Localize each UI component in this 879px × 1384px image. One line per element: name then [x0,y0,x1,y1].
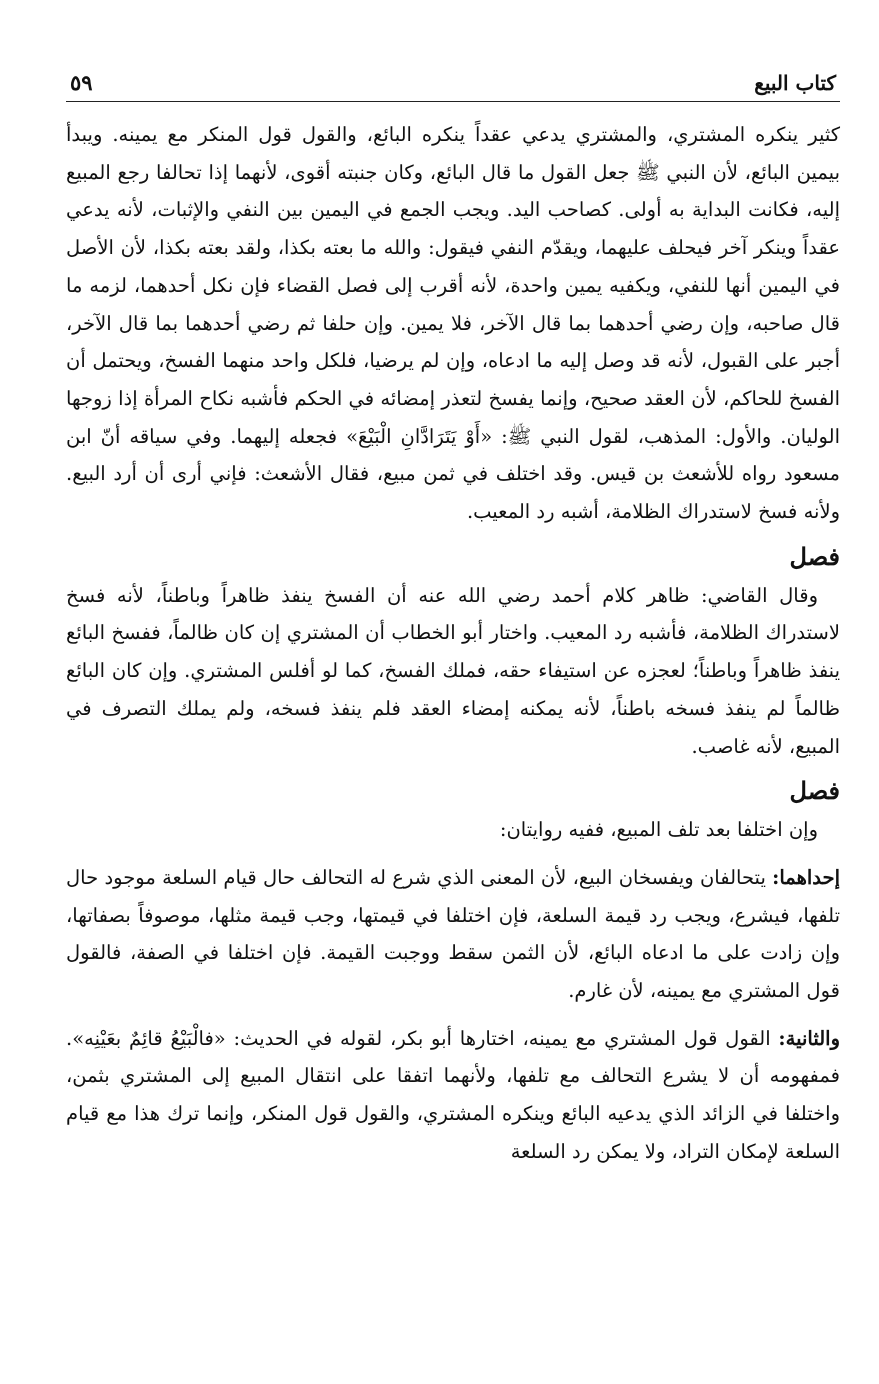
paragraph-after-loss-intro: وإن اختلفا بعد تلف المبيع، ففيه روايتان: [499,818,818,842]
second-narration-label: والثانية: [778,1026,840,1050]
section-heading-fasl-1: فصل [789,541,840,571]
page-number: ٥٩ [70,70,93,95]
second-narration-text: القول قول المشتري مع يمينه، اختارها أبو بكر، لقوله في الحديث: «فالْبَيْعُ قائِمٌ بعَيْنِه». فمفهومه أن لا يشرع التحالف مع تلفها، ولأنهما اتفقا على انتقال المبيع إلى المشتري بثمن، واختلفا في الزائد الذي يدعيه البائع وينكره المشتري، والقول قول المنكر، وإنما ترك هذا مع قيام السلعة لإمكان التراد، ولا يمكن رد السلعة [66,1026,840,1163]
paragraph-second-narration [66,1020,840,1171]
first-narration-text: يتحالفان ويفسخان البيع، لأن المعنى الذي شرع له التحالف حال قيام السلعة موجود حال تلفها، فيشرع، ويجب رد قيمة السلعة، فإن اختلفا في قيمتها، وجب قيمة مثلها، موصوفاً بصفاتها، وإن زادت على ما ادعاه البائع، لأن الثمن سقط ووجبت القيمة. فإن اختلفا في الصفة، فالقول قول المشتري مع يمينه، لأن غارم. [66,865,840,1003]
running-head [66,60,840,102]
paragraph-tahaluf-continued: كثير ينكره المشتري، والمشتري يدعي عقداً ينكره البائع، والقول قول المنكر مع يمينه. ويبدأ بيمين البائع، لأن النبي ﷺ جعل القول ما قال البائع، وكان جنبته أقوى، لأنهما إذا تحالفا رجع المبيع إليه، فكانت البداية به أولى. كصاحب اليد. ويجب الجمع في اليمين بين النفي والإثبات، لأنه يدعي عقداً وينكر آخر فيحلف عليهما، ويقدّم النفي فيقول: والله ما بعته بكذا، ولقد بعته بكذا، لأن الأصل في اليمين أنها للنفي، ويكفيه يمين واحدة، لأنه أقرب إلى فصل القضاء فإن نكل أحدهما، لزمه ما قال صاحبه، وإن رضي أحدهما بما قال الآخر، فلا يمين. وإن حلفا ثم رضي أحدهما بما قال الآخر، أجبر على القبول، لأنه قد وصل إليه ما ادعاه، وإن لم يرضيا، فلكل واحد منهما الفسخ، ويحتمل أن الفسخ للحاكم، لأن العقد صحيح، وإنما يفسخ لتعذر إمضائه في الحكم فأشبه نكاح المرأة إذا زوجها الوليان. والأول: المذهب، لقول النبي ﷺ: «أَوْ يَتَرَادَّانِ الْبَيْعَ» فجعله إليهما. وفي سياقه أنّ ابن مسعود رواه للأشعث بن قيس. وقد اختلف في ثمن مبيع، فقال الأشعث: فإني أرى أن أرد البيع. ولأنه فسخ لاستدراك الظلامة، أشبه رد المعيب. [66,123,840,524]
running-title: كتاب البيع [754,71,836,95]
paragraph-first-narration [66,859,840,1010]
book-page [66,60,840,1171]
first-narration-label: إحداهما: [772,865,840,889]
section-heading-fasl-2: فصل [789,776,840,806]
paragraph-qadi-opinion: وقال القاضي: ظاهر كلام أحمد رضي الله عنه أن الفسخ ينفذ ظاهراً وباطناً، لأنه فسخ لاستدراك الظلامة، فأشبه رد المعيب. واختار أبو الخطاب أن المشتري إن كان ظالماً، ففسخ البائع ينفذ ظاهراً وباطناً؛ لعجزه عن استيفاء حقه، فملك الفسخ، كما لو أفلس المشتري. وإن كان البائع ظالماً لم ينفذ فسخه باطناً، لأنه يمكنه إمضاء العقد فلم ينفذ فسخه، ولم يملك التصرف في المبيع، لأنه غاصب. [66,583,840,758]
body-text [66,116,840,1171]
